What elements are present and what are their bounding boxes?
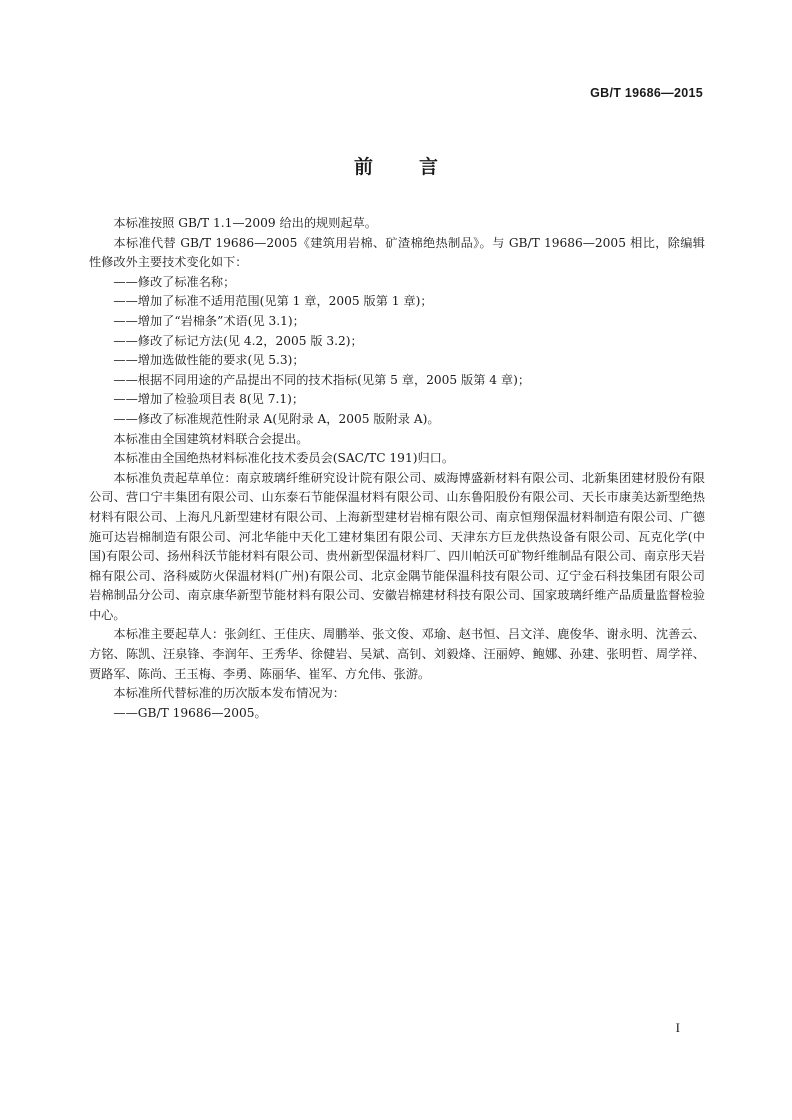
paragraph: 本标准由全国建筑材料联合会提出。 xyxy=(113,431,309,446)
paragraph: 本标准由全国绝热材料标准化技术委员会(SAC/TC 191)归口。 xyxy=(113,451,455,466)
change-item: ——修改了标准规范性附录 A(见附录 A，2005 版附录 A)。 xyxy=(113,411,440,426)
change-item: ——增加了检验项目表 8(见 7.1)； xyxy=(113,392,305,407)
page-title xyxy=(0,152,792,179)
paragraph: 本标准按照 GB/T 1.1—2009 给出的规则起草。 xyxy=(113,216,377,230)
page-number: I xyxy=(675,1020,680,1035)
previous-version-item: ——GB/T 19686—2005。 xyxy=(113,705,267,720)
change-item: ——修改了标记方法(见 4.2，2005 版 3.2)； xyxy=(113,333,363,348)
drafters-paragraph: 本标准主要起草人：张剑红、王佳庆、周鹏举、张文俊、邓瑜、赵书恒、吕文洋、鹿俊华、谢永明、沈善云、方铭、陈凯、汪泉锋、李润年、王秀华、徐健岩、吴斌、高钊、刘毅烽、汪丽婷、鲍娜、孙建、张明哲、周学祥、贾路军、陈尚、王玉梅、李勇、陈丽华、崔军、方允伟、张游。 xyxy=(89,627,705,681)
change-item: ——增加了“岩棉条”术语(见 3.1)； xyxy=(113,313,305,328)
paragraph: 本标准代替 GB/T 19686—2005《建筑用岩棉、矿渣棉绝热制品》。与 GB/T 19686—2005 相比，除编辑性修改外主要技术变化如下： xyxy=(89,235,705,270)
standard-code: GB/T 19686—2015 xyxy=(590,86,703,100)
title-char-2: 言 xyxy=(419,156,439,178)
title-char-1: 前 xyxy=(353,156,373,178)
paragraph: 本标准所代替标准的历次版本发布情况为： xyxy=(113,686,345,701)
foreword-body xyxy=(89,214,705,723)
change-item: ——修改了标准名称； xyxy=(113,274,236,289)
drafting-units-paragraph: 本标准负责起草单位：南京玻璃纤维研究设计院有限公司、威海博盛新材料有限公司、北新集团建材股份有限公司、营口宁丰集团有限公司、山东泰石节能保温材料有限公司、山东鲁阳股份有限公司、天长市康美达新型绝热材料有限公司、上海凡凡新型建材有限公司、上海新型建材岩棉有限公司、南京恒翔保温材料制造有限公司、广德施可达岩棉制造有限公司、河北华能中天化工建材集团有限公司、天津东方巨龙供热设备有限公司、瓦克化学(中国)有限公司、扬州科沃节能材料有限公司、贵州新型保温材料厂、四川帕沃可矿物纤维制品有限公司、南京彤天岩棉有限公司、洛科威防火保温材料(广州)有限公司、北京金隅节能保温科技有限公司、辽宁金石科技集团有限公司岩棉制品分公司、南京康华新型节能材料有限公司、安徽岩棉建材科技有限公司、国家玻璃纤维产品质量监督检验中心。 xyxy=(89,470,705,622)
change-item: ——根据不同用途的产品提出不同的技术指标(见第 5 章，2005 版第 4 章)； xyxy=(113,372,531,387)
change-item: ——增加选做性能的要求(见 5.3)； xyxy=(113,353,305,368)
change-item: ——增加了标准不适用范围(见第 1 章，2005 版第 1 章)； xyxy=(113,294,433,309)
